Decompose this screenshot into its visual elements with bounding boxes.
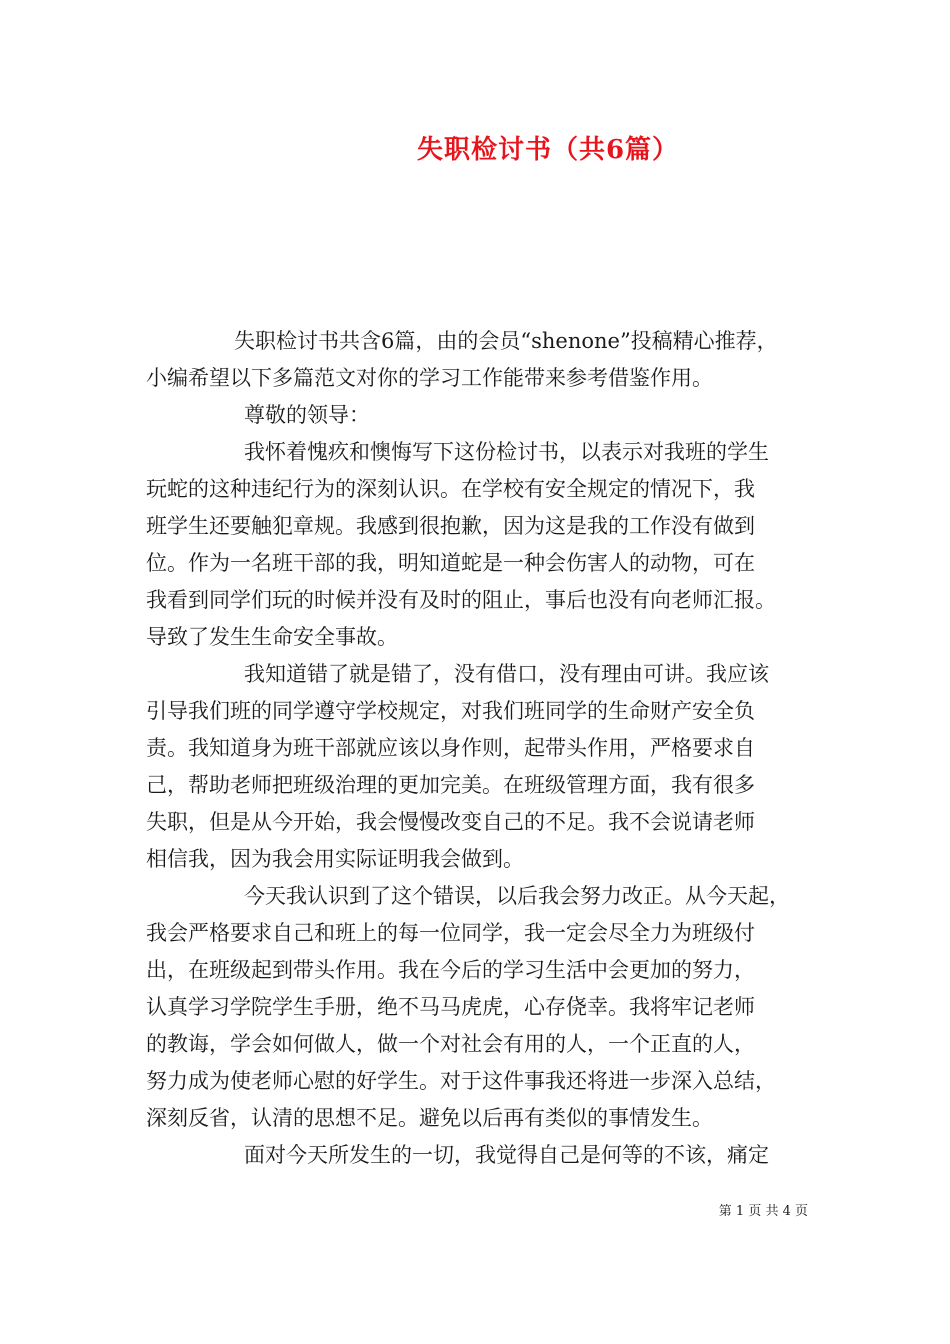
paragraph-line: 小编希望以下多篇范文对你的学习工作能带来参考借鉴作用。 <box>146 366 713 390</box>
paragraph-line: 导致了发生生命安全事故。 <box>146 625 398 649</box>
document-title: 失职检讨书（共6篇） <box>416 135 680 165</box>
paragraph-line: 班学生还要触犯章规。我感到很抱歉，因为这是我的工作没有做到 <box>146 514 755 538</box>
paragraph-line: 失职检讨书共含6篇，由的会员“shenone”投稿精心推荐， <box>234 329 778 353</box>
page-number: 第 1 页 共 4 页 <box>718 1204 808 1219</box>
paragraph-line: 我看到同学们玩的时候并没有及时的阻止，事后也没有向老师汇报。 <box>146 588 776 612</box>
paragraph-line: 失职，但是从今开始，我会慢慢改变自己的不足。我不会说请老师 <box>146 810 755 834</box>
paragraph-line: 责。我知道身为班干部就应该以身作则，起带头作用，严格要求自 <box>146 736 755 760</box>
paragraph-line: 引导我们班的同学遵守学校规定，对我们班同学的生命财产安全负 <box>146 699 755 723</box>
paragraph-line: 努力成为使老师心慰的好学生。对于这件事我还将进一步深入总结， <box>146 1069 776 1093</box>
paragraph-line: 位。作为一名班干部的我，明知道蛇是一种会伤害人的动物，可在 <box>146 551 755 575</box>
paragraph-line: 我知道错了就是错了，没有借口，没有理由可讲。我应该 <box>244 662 769 686</box>
paragraph-line: 今天我认识到了这个错误，以后我会努力改正。从今天起， <box>244 884 790 908</box>
paragraph-line: 玩蛇的这种违纪行为的深刻认识。在学校有安全规定的情况下，我 <box>146 477 755 501</box>
paragraph-line: 相信我，因为我会用实际证明我会做到。 <box>146 847 524 871</box>
salutation: 尊敬的领导： <box>244 403 370 427</box>
paragraph-line: 我怀着愧疚和懊悔写下这份检讨书，以表示对我班的学生 <box>244 440 769 464</box>
paragraph-line: 认真学习学院学生手册，绝不马马虎虎，心存侥幸。我将牢记老师 <box>146 995 755 1019</box>
paragraph-line: 面对今天所发生的一切，我觉得自己是何等的不该，痛定 <box>244 1143 769 1167</box>
paragraph-line: 的教诲，学会如何做人，做一个对社会有用的人，一个正直的人， <box>146 1032 755 1056</box>
paragraph-line: 己，帮助老师把班级治理的更加完美。在班级管理方面，我有很多 <box>146 773 755 797</box>
paragraph-line: 深刻反省，认清的思想不足。避免以后再有类似的事情发生。 <box>146 1106 713 1130</box>
paragraph-line: 出，在班级起到带头作用。我在今后的学习生活中会更加的努力， <box>146 958 755 982</box>
paragraph-line: 我会严格要求自己和班上的每一位同学，我一定会尽全力为班级付 <box>146 921 755 945</box>
